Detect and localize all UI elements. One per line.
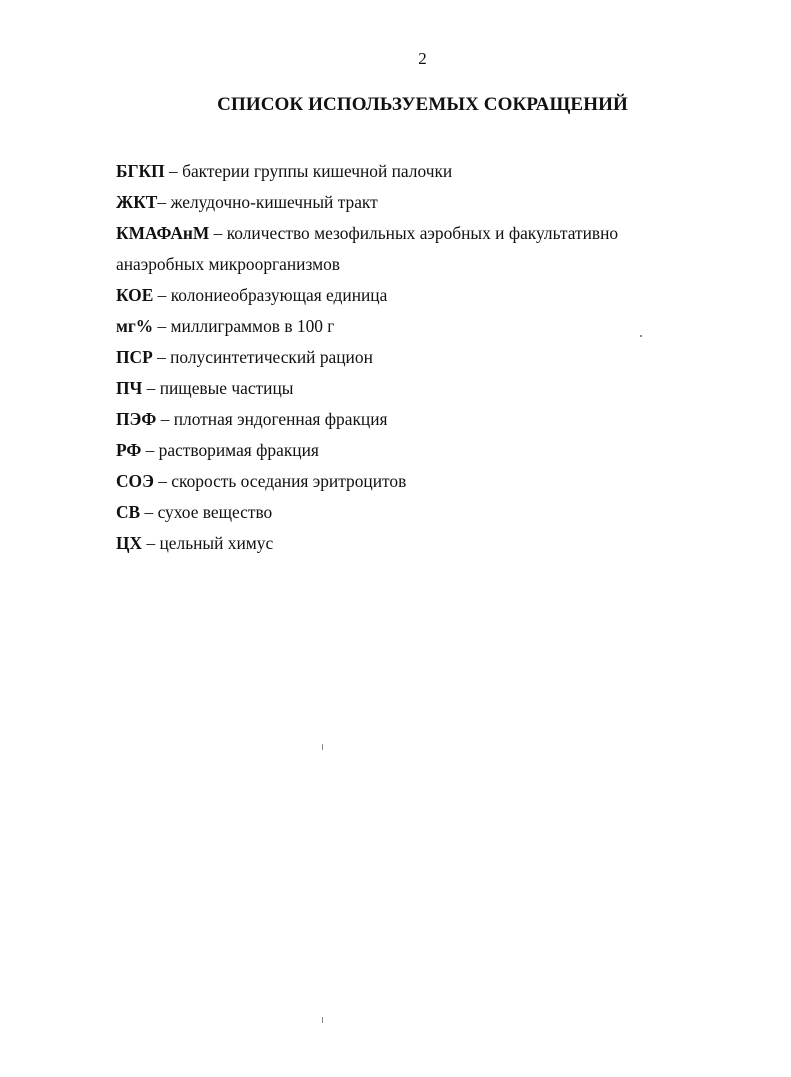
abbreviation-definition: миллиграммов в 100 г [170,316,335,336]
abbreviation-list [116,156,716,559]
abbreviation-definition: желудочно-кишечный тракт [170,192,378,212]
separator: – [153,285,171,305]
separator: – [153,316,171,336]
abbreviation-term: СВ [116,502,141,522]
abbreviation-item [116,435,716,466]
separator: – [142,533,160,553]
page-number: 2 [418,49,427,68]
separator: – [156,409,174,429]
scan-speck [322,744,323,750]
abbreviation-definition: полусинтетический рацион [170,347,373,367]
abbreviation-term: СОЭ [116,471,154,491]
abbreviation-term: КОЕ [116,285,154,305]
abbreviation-item [116,373,716,404]
abbreviation-item [116,466,716,497]
separator: – [142,378,160,398]
abbreviation-item [116,342,716,373]
page-title: СПИСОК ИСПОЛЬЗУЕМЫХ СОКРАЩЕНИЙ [217,94,628,115]
abbreviation-definition: плотная эндогенная фракция [173,409,388,429]
abbreviation-term: ПЧ [116,378,143,398]
separator: – [141,440,159,460]
abbreviation-item [116,187,716,218]
abbreviation-term: ПСР [116,347,153,367]
abbreviation-term: ЦХ [116,533,143,553]
abbreviation-item [116,528,716,559]
separator: – [164,161,183,181]
separator: – [140,502,158,522]
abbreviation-definition: сухое вещество [157,502,273,522]
abbreviation-term: БГКП [116,161,165,181]
abbreviation-definition: количество мезофильных аэробных и факультативно [226,223,619,243]
scan-speck [322,1017,323,1023]
abbreviation-item [116,218,716,249]
abbreviation-definition: скорость оседания эритроцитов [171,471,407,491]
abbreviation-definition: колониеобразующая единица [170,285,388,305]
abbreviation-item [116,156,716,187]
abbreviation-item [116,311,716,342]
abbreviation-definition: пищевые частицы [159,378,294,398]
abbreviation-term: КМАФАнМ [116,223,210,243]
abbreviation-item [116,497,716,528]
separator: – [209,223,227,243]
abbreviation-item [116,280,716,311]
abbreviation-term: ПЭФ [116,409,157,429]
scan-speck [640,335,642,337]
abbreviation-definition-continuation: анаэробных микроорганизмов [116,254,341,274]
separator: – [157,192,171,212]
separator: – [152,347,171,367]
separator: – [153,471,172,491]
abbreviation-term: РФ [116,440,142,460]
abbreviation-definition: растворимая фракция [158,440,319,460]
abbreviation-term: мг% [116,316,154,336]
abbreviation-item [116,404,716,435]
abbreviation-term: ЖКТ [116,192,158,212]
abbreviation-definition: цельный химус [159,533,274,553]
abbreviation-definition: бактерии группы кишечной палочки [182,161,453,181]
